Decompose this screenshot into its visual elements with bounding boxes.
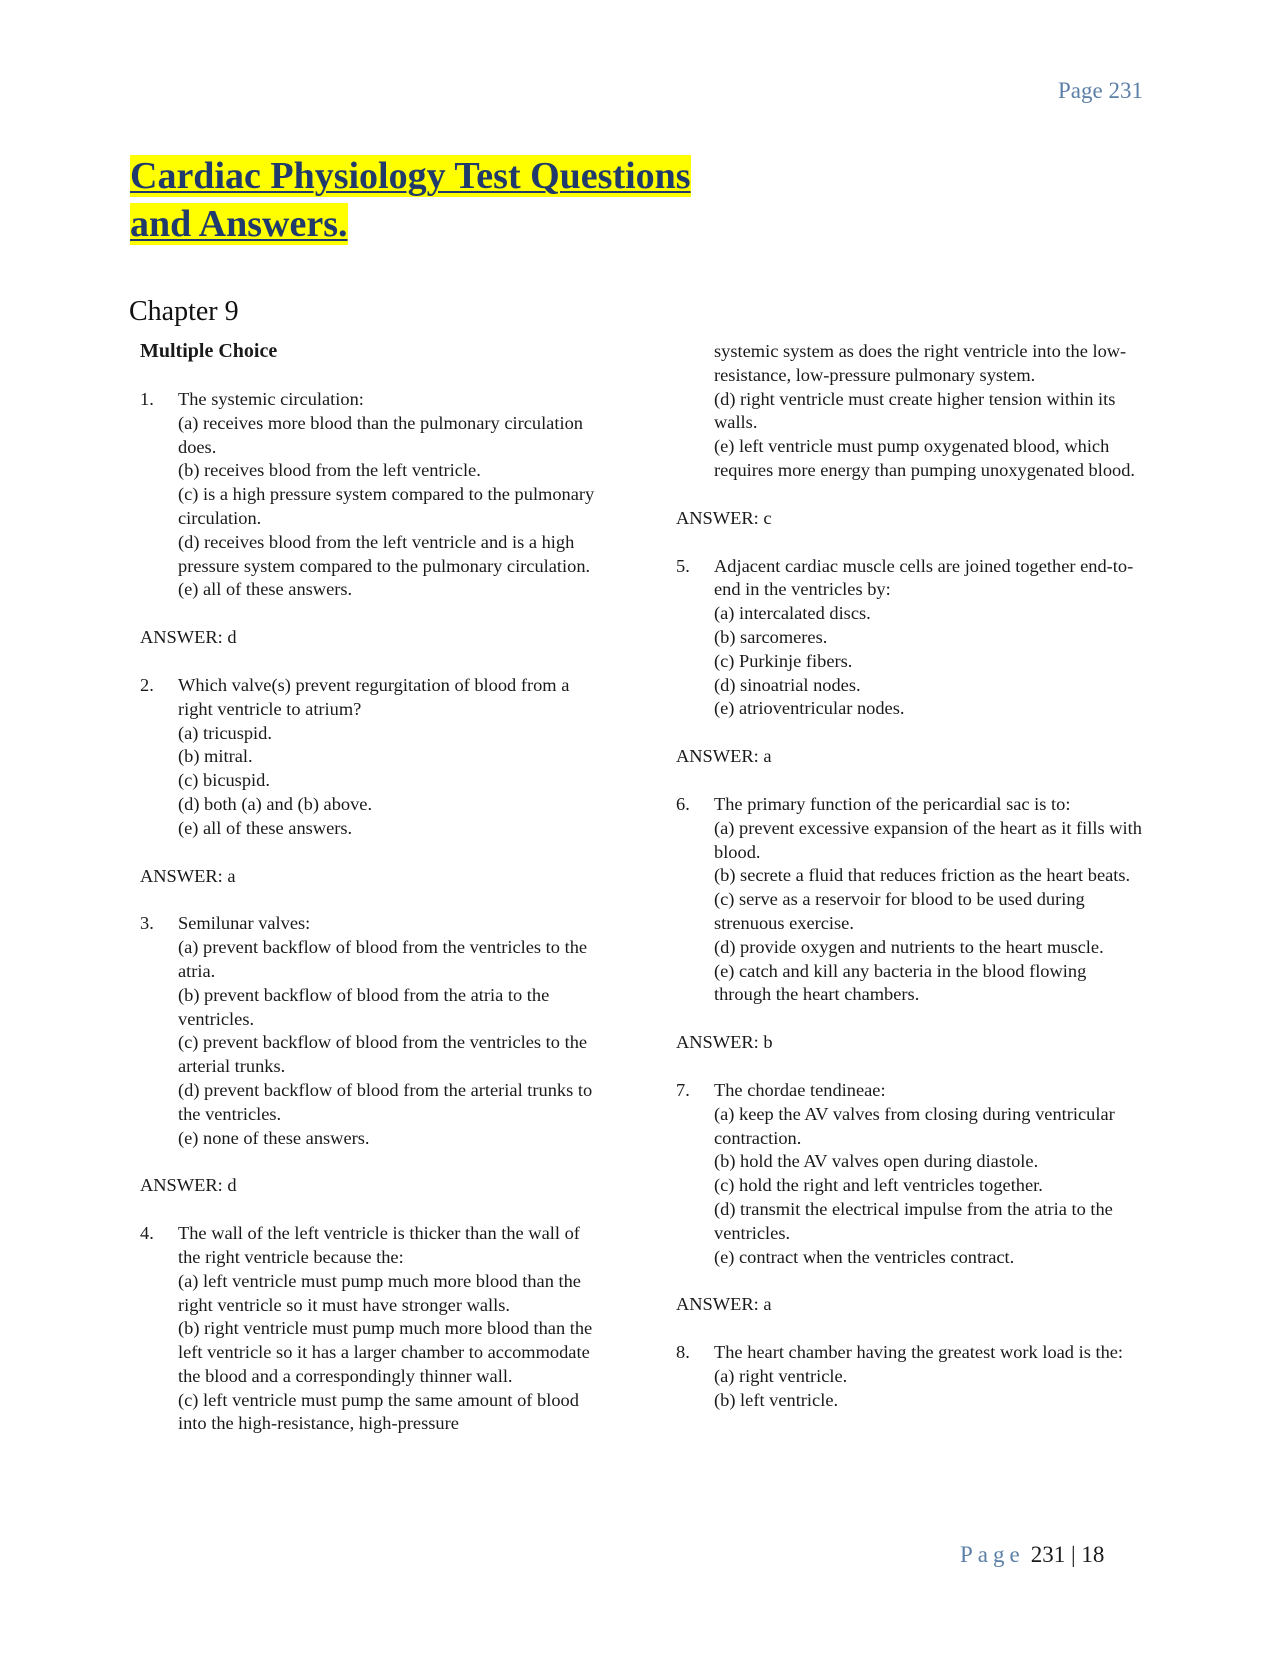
option-continuation: systemic system as does the right ventricle into the low-resistance, low-pressure pulmonary system. (714, 341, 1127, 385)
option: (d) transmit the electrical impulse from the atria to the ventricles. (714, 1198, 1113, 1243)
question-number: 2. (140, 674, 154, 695)
question-stem: The heart chamber having the greatest work load is the: (714, 1342, 1124, 1363)
question-stem: Adjacent cardiac muscle cells are joined together end-to-end in the ventricles by: (714, 555, 1134, 600)
option: (d) provide oxygen and nutrients to the heart muscle. (714, 936, 1104, 957)
option: (c) hold the right and left ventricles together. (714, 1175, 1043, 1196)
option: (b) receives blood from the left ventricle. (178, 460, 481, 481)
option: (a) tricuspid. (178, 722, 272, 743)
question-4-continued (676, 340, 1146, 483)
option: (a) right ventricle. (714, 1365, 848, 1386)
answer-3: ANSWER: d (140, 1175, 237, 1196)
question-number: 6. (676, 793, 690, 814)
answer-2: ANSWER: a (140, 865, 236, 886)
question-5 (676, 555, 1146, 722)
question-4 (140, 1222, 605, 1436)
option: (d) sinoatrial nodes. (714, 674, 861, 695)
option: (d) prevent backflow of blood from the arterial trunks to the ventricles. (178, 1079, 593, 1124)
option: (a) left ventricle must pump much more blood than the right ventricle so it must have stronger walls. (178, 1270, 581, 1315)
right-column (676, 340, 1146, 1412)
option: (e) all of these answers. (178, 579, 353, 600)
option: (a) intercalated discs. (714, 603, 871, 624)
question-stem: The primary function of the pericardial sac is to: (714, 793, 1071, 814)
option: (c) left ventricle must pump the same amount of blood into the high-resistance, high-pressure (178, 1389, 579, 1434)
option: (b) hold the AV valves open during diastole. (714, 1151, 1039, 1172)
answer-5: ANSWER: a (676, 746, 772, 767)
title-line-2: and Answers. (130, 203, 348, 245)
option: (d) both (a) and (b) above. (178, 793, 373, 814)
document-title (130, 152, 750, 248)
answer-4: ANSWER: c (676, 507, 772, 528)
option: (b) sarcomeres. (714, 626, 828, 647)
question-number: 4. (140, 1223, 154, 1244)
page-header-label: Page 231 (1058, 78, 1143, 103)
option: (b) left ventricle. (714, 1389, 839, 1410)
option: (e) contract when the ventricles contract. (714, 1246, 1015, 1267)
option: (e) catch and kill any bacteria in the blood flowing through the heart chambers. (714, 960, 1087, 1005)
answer-7: ANSWER: a (676, 1294, 772, 1315)
option: (b) mitral. (178, 746, 253, 767)
option: (e) none of these answers. (178, 1127, 370, 1148)
option: (c) Purkinje fibers. (714, 650, 853, 671)
left-column (140, 388, 605, 1436)
question-6 (676, 793, 1146, 1007)
title-line-1: Cardiac Physiology Test Questions (130, 155, 691, 197)
answer-1: ANSWER: d (140, 627, 237, 648)
question-8 (676, 1341, 1146, 1412)
chapter-heading: Chapter 9 (129, 296, 239, 327)
question-7 (676, 1079, 1146, 1269)
question-number: 5. (676, 555, 690, 576)
option: (c) bicuspid. (178, 770, 270, 791)
section-heading: Multiple Choice (140, 340, 278, 362)
question-stem: Semilunar valves: (178, 913, 311, 934)
question-1 (140, 388, 605, 602)
page-footer (960, 1542, 1104, 1568)
option: (c) prevent backflow of blood from the ventricles to the arterial trunks. (178, 1032, 588, 1077)
question-stem: The systemic circulation: (178, 389, 364, 409)
question-stem: The wall of the left ventricle is thicker than the wall of the right ventricle because the: (178, 1223, 580, 1267)
question-number: 8. (676, 1342, 690, 1363)
question-number: 3. (140, 913, 154, 934)
footer-page-numbers: 231 | 18 (1030, 1542, 1105, 1567)
option: (d) receives blood from the left ventricle and is a high pressure system compared to the pulmonary circulation. (178, 531, 591, 576)
question-2 (140, 674, 605, 841)
question-stem: Which valve(s) prevent regurgitation of blood from a right ventricle to atrium? (178, 674, 570, 719)
option: (e) atrioventricular nodes. (714, 698, 905, 719)
option: (a) prevent backflow of blood from the ventricles to the atria. (178, 937, 588, 981)
footer-page-word: Page (960, 1542, 1025, 1567)
option: (a) prevent excessive expansion of the heart as it fills with blood. (714, 817, 1142, 862)
question-number: 1. (140, 389, 154, 409)
option: (b) right ventricle must pump much more blood than the left ventricle so it has a larger chamber to accommodate the blood and a correspondingly thinner wall. (178, 1318, 593, 1386)
answer-6: ANSWER: b (676, 1032, 773, 1053)
option: (b) prevent backflow of blood from the atria to the ventricles. (178, 984, 550, 1029)
question-stem: The chordae tendineae: (714, 1079, 886, 1100)
question-number: 7. (676, 1079, 690, 1100)
option: (e) left ventricle must pump oxygenated blood, which requires more energy than pumping unoxygenated blood. (714, 436, 1136, 480)
option: (d) right ventricle must create higher tension within its walls. (714, 388, 1116, 433)
option: (a) receives more blood than the pulmonary circulation does. (178, 412, 583, 457)
option: (c) serve as a reservoir for blood to be used during strenuous exercise. (714, 889, 1085, 933)
option: (c) is a high pressure system compared to the pulmonary circulation. (178, 484, 595, 528)
option: (b) secrete a fluid that reduces friction as the heart beats. (714, 865, 1131, 886)
option: (a) keep the AV valves from closing during ventricular contraction. (714, 1103, 1115, 1148)
question-3 (140, 912, 605, 1150)
option: (e) all of these answers. (178, 817, 353, 838)
